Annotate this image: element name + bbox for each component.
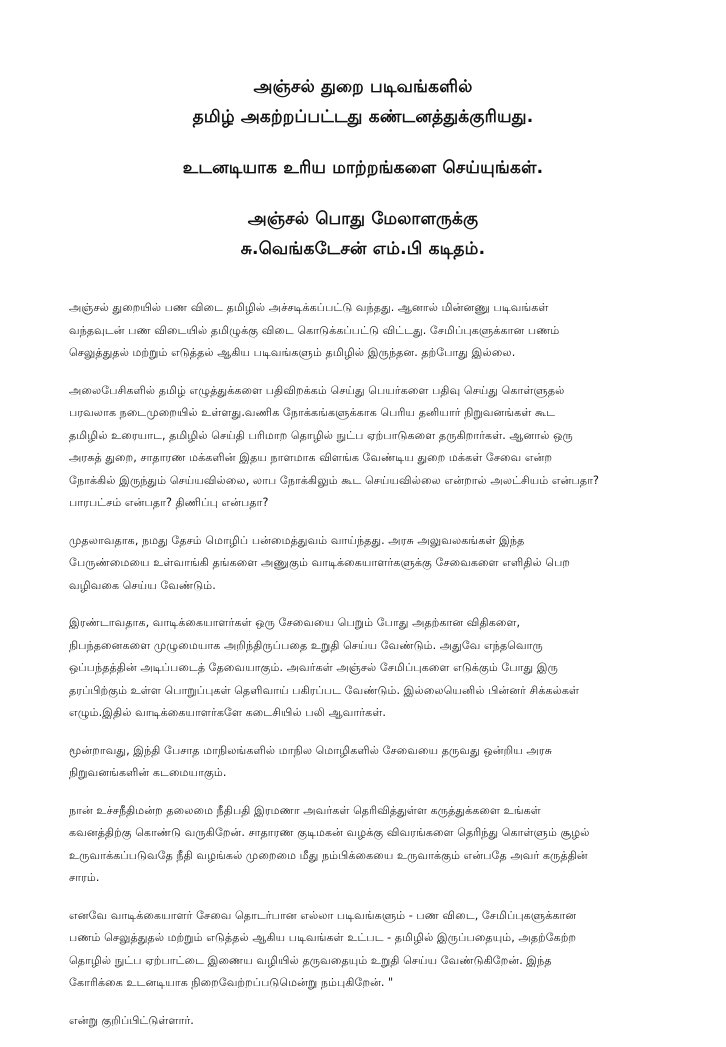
paragraph-6 [69, 800, 669, 890]
paragraph-8 [69, 1010, 669, 1033]
paragraph-line: எழும்.இதில் வாடிக்கையாளர்களே கடைசியில் பலி ஆவார்கள். [69, 706, 386, 719]
paragraph-line: செலுத்துதல் மற்றும் எடுத்தல் ஆகிய படிவங்களும் தமிழில் இருந்தன. தற்போது இல்லை. [69, 346, 516, 359]
paragraph-7 [69, 905, 669, 995]
paragraph-line: நிபந்தனைகளை முழுமையாக அறிந்திருப்பதை உறுதி செய்ய வேண்டும். அதுவே எந்தவொரு [69, 638, 543, 652]
paragraph-3 [69, 530, 669, 598]
headline-line-2: தமிழ் அகற்றப்பட்டது கண்டனத்துக்குரியது. [192, 107, 534, 127]
paragraph-line: தமிழில் உரையாட, தமிழில் செய்தி பரிமாற தொழில் நுட்ப ஏற்பாடுகளை தருகிறார்கள். ஆனால் ஒரு [69, 428, 573, 442]
headline-line-1: அஞ்சல் துறை படிவங்களில் [253, 77, 473, 97]
paragraph-5 [69, 740, 669, 785]
paragraph-line: நிறுவனங்களின் கடமையாகும். [69, 766, 227, 779]
paragraph-line: தரப்பிற்கும் உள்ள பொறுப்புகள் தெளிவாய் பகிரப்பட வேண்டும். இல்லையெனில் பின்னர் சிக்கல்கள் [69, 683, 580, 697]
paragraph-line: பேருண்மையை உள்வாங்கி தங்களை அணுகும் வாடிக்கையாளர்களுக்கு சேவைகளை எளிதில் பெற [69, 556, 571, 569]
paragraph-line: வந்தவுடன் பண விடையில் தமிழுக்கு விடை கொடுக்கப்பட்டு விட்டது. சேமிப்புகளுக்கான பணம் [69, 323, 560, 337]
paragraph-line: தொழில் நுட்ப ஏற்பாட்டை இணைய வழியில் தருவதையும் உறுதி செய்ய வேண்டுகிறேன். இந்த [69, 953, 552, 967]
paragraph-line: கவனத்திற்கு கொண்டு வருகிறேன். சாதாரண குடிமகன் வழக்கு விவரங்களை தெரிந்து கொள்ளும் சூழல் [69, 826, 590, 839]
paragraph-line: எனவே வாடிக்கையாளர் சேவை தொடர்பான எல்லா படிவங்களும் - பண விடை, சேமிப்புகளுக்கான [69, 908, 577, 922]
paragraph-line: என்று குறிப்பிட்டுள்ளார். [69, 1013, 194, 1027]
headline-spacer [40, 183, 686, 204]
paragraph-line: கோரிக்கை உடனடியாக நிறைவேற்றப்படுமென்று நம்புகிறேன். " [69, 976, 394, 989]
paragraph-1 [69, 297, 669, 365]
paragraph-line: நான் உச்சநீதிமன்ற தலைமை நீதிபதி இரமணா அவர்கள் தெரிவித்துள்ள கருத்துக்களை உங்கள் [69, 803, 541, 817]
headline-block [40, 72, 686, 264]
paragraph-4 [69, 612, 669, 725]
headline-line-4: அஞ்சல் பொது மேலாளருக்கு [247, 209, 479, 229]
paragraph-line: பணம் செலுத்துதல் மற்றும் எடுத்தல் ஆகிய படிவங்கள் உட்பட - தமிழில் இருப்பதையும், அதற்கேற்ற [69, 931, 577, 944]
paragraph-line: சாரம். [69, 871, 100, 884]
paragraph-line: அலைபேசிகளில் தமிழ் எழுத்துக்களை பதிவிறக்கம் செய்து பெயர்களை பதிவு செய்து கொள்ளுதல் [69, 383, 565, 397]
paragraph-2 [69, 380, 669, 515]
paragraph-line: உருவாக்கப்படுவதே நீதி வழங்கல் முறைமை மீது நம்பிக்கையை உருவாக்கும் என்பதே அவர் கருத்தின் [69, 848, 588, 862]
paragraph-line: மூன்றாவது, இந்தி பேசாத மாநிலங்களில் மாநில மொழிகளில் சேவையை தருவது ஒன்றிய அரசு [69, 743, 552, 757]
headline-line-5: சு.வெங்கடேசன் எம்.பி கடிதம். [240, 239, 486, 259]
paragraph-line: முதலாவதாக, நமது தேசம் மொழிப் பன்மைத்துவம் வாய்ந்தது. அரசு அலுவலகங்கள் இந்த [69, 533, 525, 547]
headline-line-3: உடனடியாக உரிய மாற்றங்களை செய்யுங்கள். [182, 158, 544, 178]
paragraph-line: வழிவகை செய்ய வேண்டும். [69, 578, 216, 592]
paragraph-line: அரசுத் துறை, சாதாரண மக்களின் இதய நாளமாக விளங்க வேண்டிய துறை மக்கள் சேவை என்ற [69, 451, 553, 464]
paragraph-line: பரவலாக நடைமுறையில் உள்ளது.வணிக நோக்கங்களுக்காக பெரிய தனியார் நிறுவனங்கள் கூட [69, 406, 556, 419]
paragraph-line: இரண்டாவதாக, வாடிக்கையாளர்கள் ஒரு சேவையை பெறும் போது அதற்கான விதிகளை, [69, 616, 521, 629]
letter-body [69, 297, 669, 1047]
paragraph-line: ஒப்பந்தத்தின் அடிப்படைத் தேவையாகும். அவர்கள் அஞ்சல் சேமிப்புகளை எடுக்கும் போது இரு [69, 661, 559, 674]
headline-spacer [40, 132, 686, 153]
paragraph-line: அஞ்சல் துறையில் பண விடை தமிழில் அச்சடிக்கப்பட்டு வந்தது. ஆனால் மின்னணு படிவங்கள் [69, 301, 549, 314]
paragraph-line: பாரபட்சம் என்பதா? திணிப்பு என்பதா? [69, 496, 269, 509]
paragraph-line: நோக்கில் இருந்தும் செய்யவில்லை, லாப நோக்கிலும் கூட செய்யவில்லை என்றால் அலட்சியம் என்பதா? [69, 473, 599, 487]
